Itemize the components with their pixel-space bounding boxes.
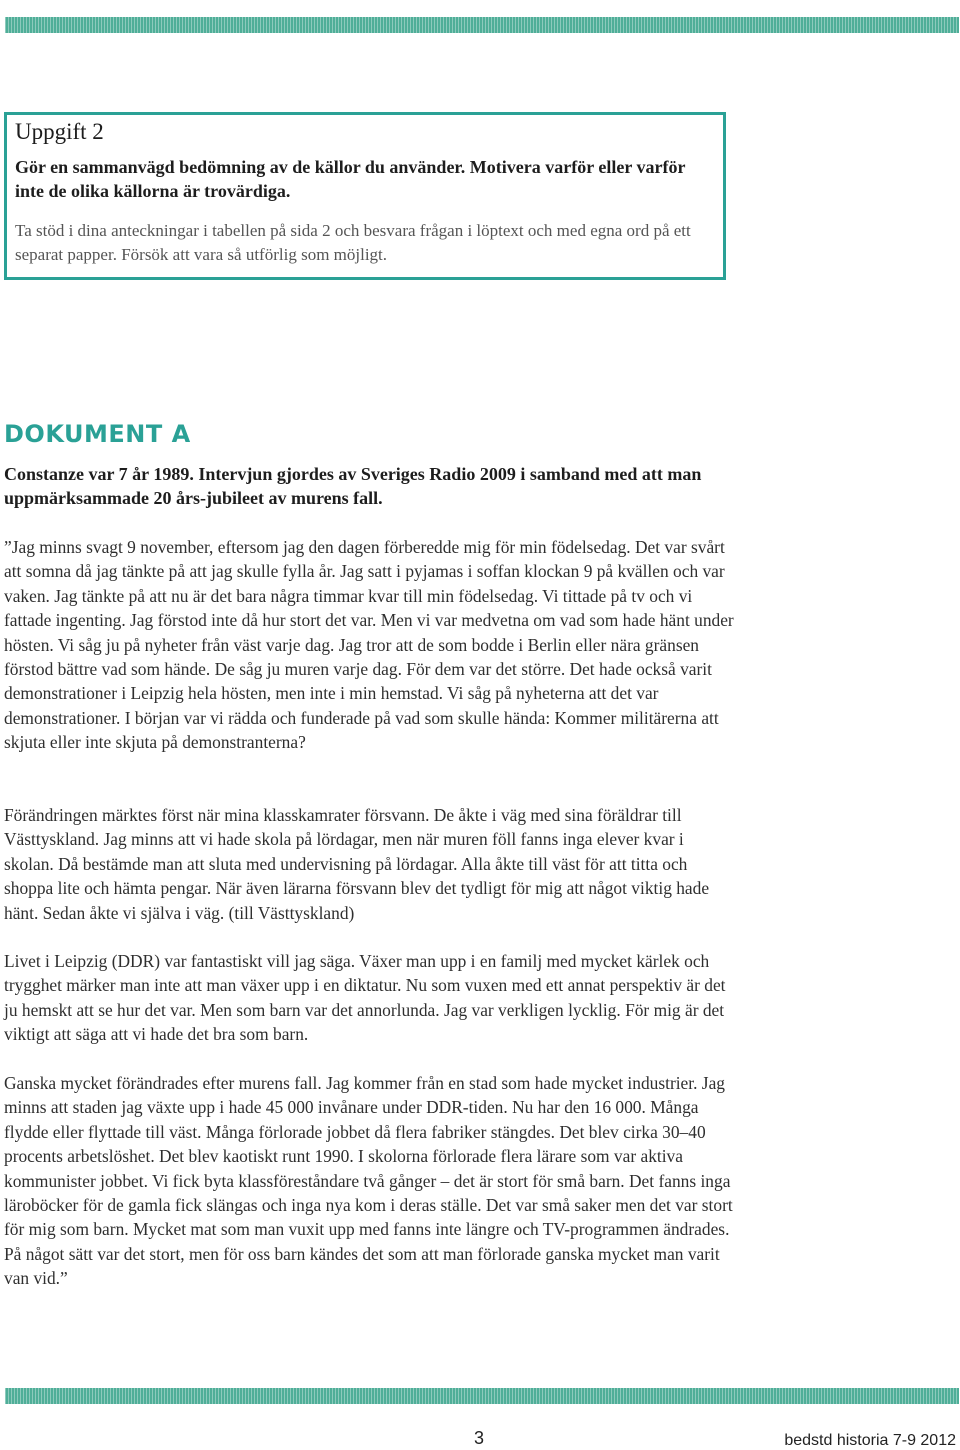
publication-footer: bedstd historia 7-9 2012 [784,1432,956,1449]
task-box [4,112,726,280]
task-plain-instruction: Ta stöd i dina anteckningar i tabellen på sida 2 och besvara frågan i löptext och med egna ord på ett separat papper. Försök att vara så utförlig som möjligt. [15,221,691,264]
bottom-decorative-stripe [5,1388,959,1404]
page-number: 3 [474,1428,485,1448]
task-title: Uppgift 2 [15,119,104,144]
interview-paragraph-3: Livet i Leipzig (DDR) var fantastiskt vill jag säga. Växer man upp i en familj med mycket kärlek och trygghet märker man inte att man växer upp i en diktatur. Nu som vuxen med ett annat perspektiv är det ju hemskt att se hur det var. Men som barn var det annorlunda. Jag var verkligen lycklig. För mig är det viktigt att säga att vi hade det bra som barn. [4,951,726,1045]
interview-paragraph-2: Förändringen märktes först när mina klasskamrater försvann. De åkte i väg med sina föräldrar till Västtyskland. Jag minns att vi hade skola på lördagar, men när muren föll fanns inga elever kvar i skolan. Då bestämde man att sluta med undervisning på lördagar. Alla åkte till väst för att titta och shoppa lite och hämta pengar. När även lärarna försvann blev det tydligt för mig att något viktig hade hänt. Sedan åkte vi själva i väg. (till Västtyskland) [4,805,710,923]
top-decorative-stripe [5,17,959,33]
document-intro: Constanze var 7 år 1989. Intervjun gjordes av Sveriges Radio 2009 i samband med att man uppmärksammade 20 års-jubileet av murens fall. [4,464,702,508]
task-bold-instruction: Gör en sammanvägd bedömning av de källor du använder. Motivera varför eller varför inte de olika källorna är trovärdiga. [15,157,686,201]
interview-paragraph-1: ”Jag minns svagt 9 november, eftersom jag den dagen förberedde mig för min födelsedag. Det var svårt att somna då jag tänkte på att jag skulle fylla år. Jag satt i pyjamas i soffan klockan 9 på kvällen och var vaken. Jag tänkte på att nu är det bara några timmar kvar till min födelsedag. Vi tittade på tv och vi fattade ingenting. Jag förstod inte då hur stort det var. Men vi var medvetna om vad som hade hänt under hösten. Vi såg ju på nyheter från väst varje dag. Jag tror att de som bodde i Berlin eller nära gränsen förstod bättre vad som hände. De såg ju muren varje dag. För dem var det större. Det hade också varit demonstrationer i Leipzig hela hösten, men inte i min hemstad. Vi såg på nyheterna att det var demonstrationer. I början var vi rädda och funderade på vad som skulle hända: Kommer militärerna att skjuta eller inte skjuta på demonstranterna? [4,537,734,753]
document-heading: DOKUMENT A [4,420,191,448]
interview-paragraph-4: Ganska mycket förändrades efter murens fall. Jag kommer från en stad som hade mycket industrier. Jag minns att staden jag växte upp i hade 45 000 invånare under DDR-tiden. Nu har den 16 000. Många flydde eller flyttade till väst. Många förlorade jobbet då flera fabriker stängdes. Det blev cirka 30–40 procents arbetslöshet. Det blev kaotiskt runt 1990. I skolorna förlorade flera lärare som var aktiva kommunister jobbet. Vi fick byta klassföreståndare två gånger – det är stort för små barn. Det fanns inga läroböcker för de gamla fick slängas och inga nya kom i deras ställe. Det var små saker men det var stort för mig som barn. Mycket mat som man vuxit upp med fanns inte längre och TV-programmen ändrades. På något sätt var det stort, men för oss barn kändes det som att man förlorade ganska mycket man varit van vid.” [4,1073,733,1289]
